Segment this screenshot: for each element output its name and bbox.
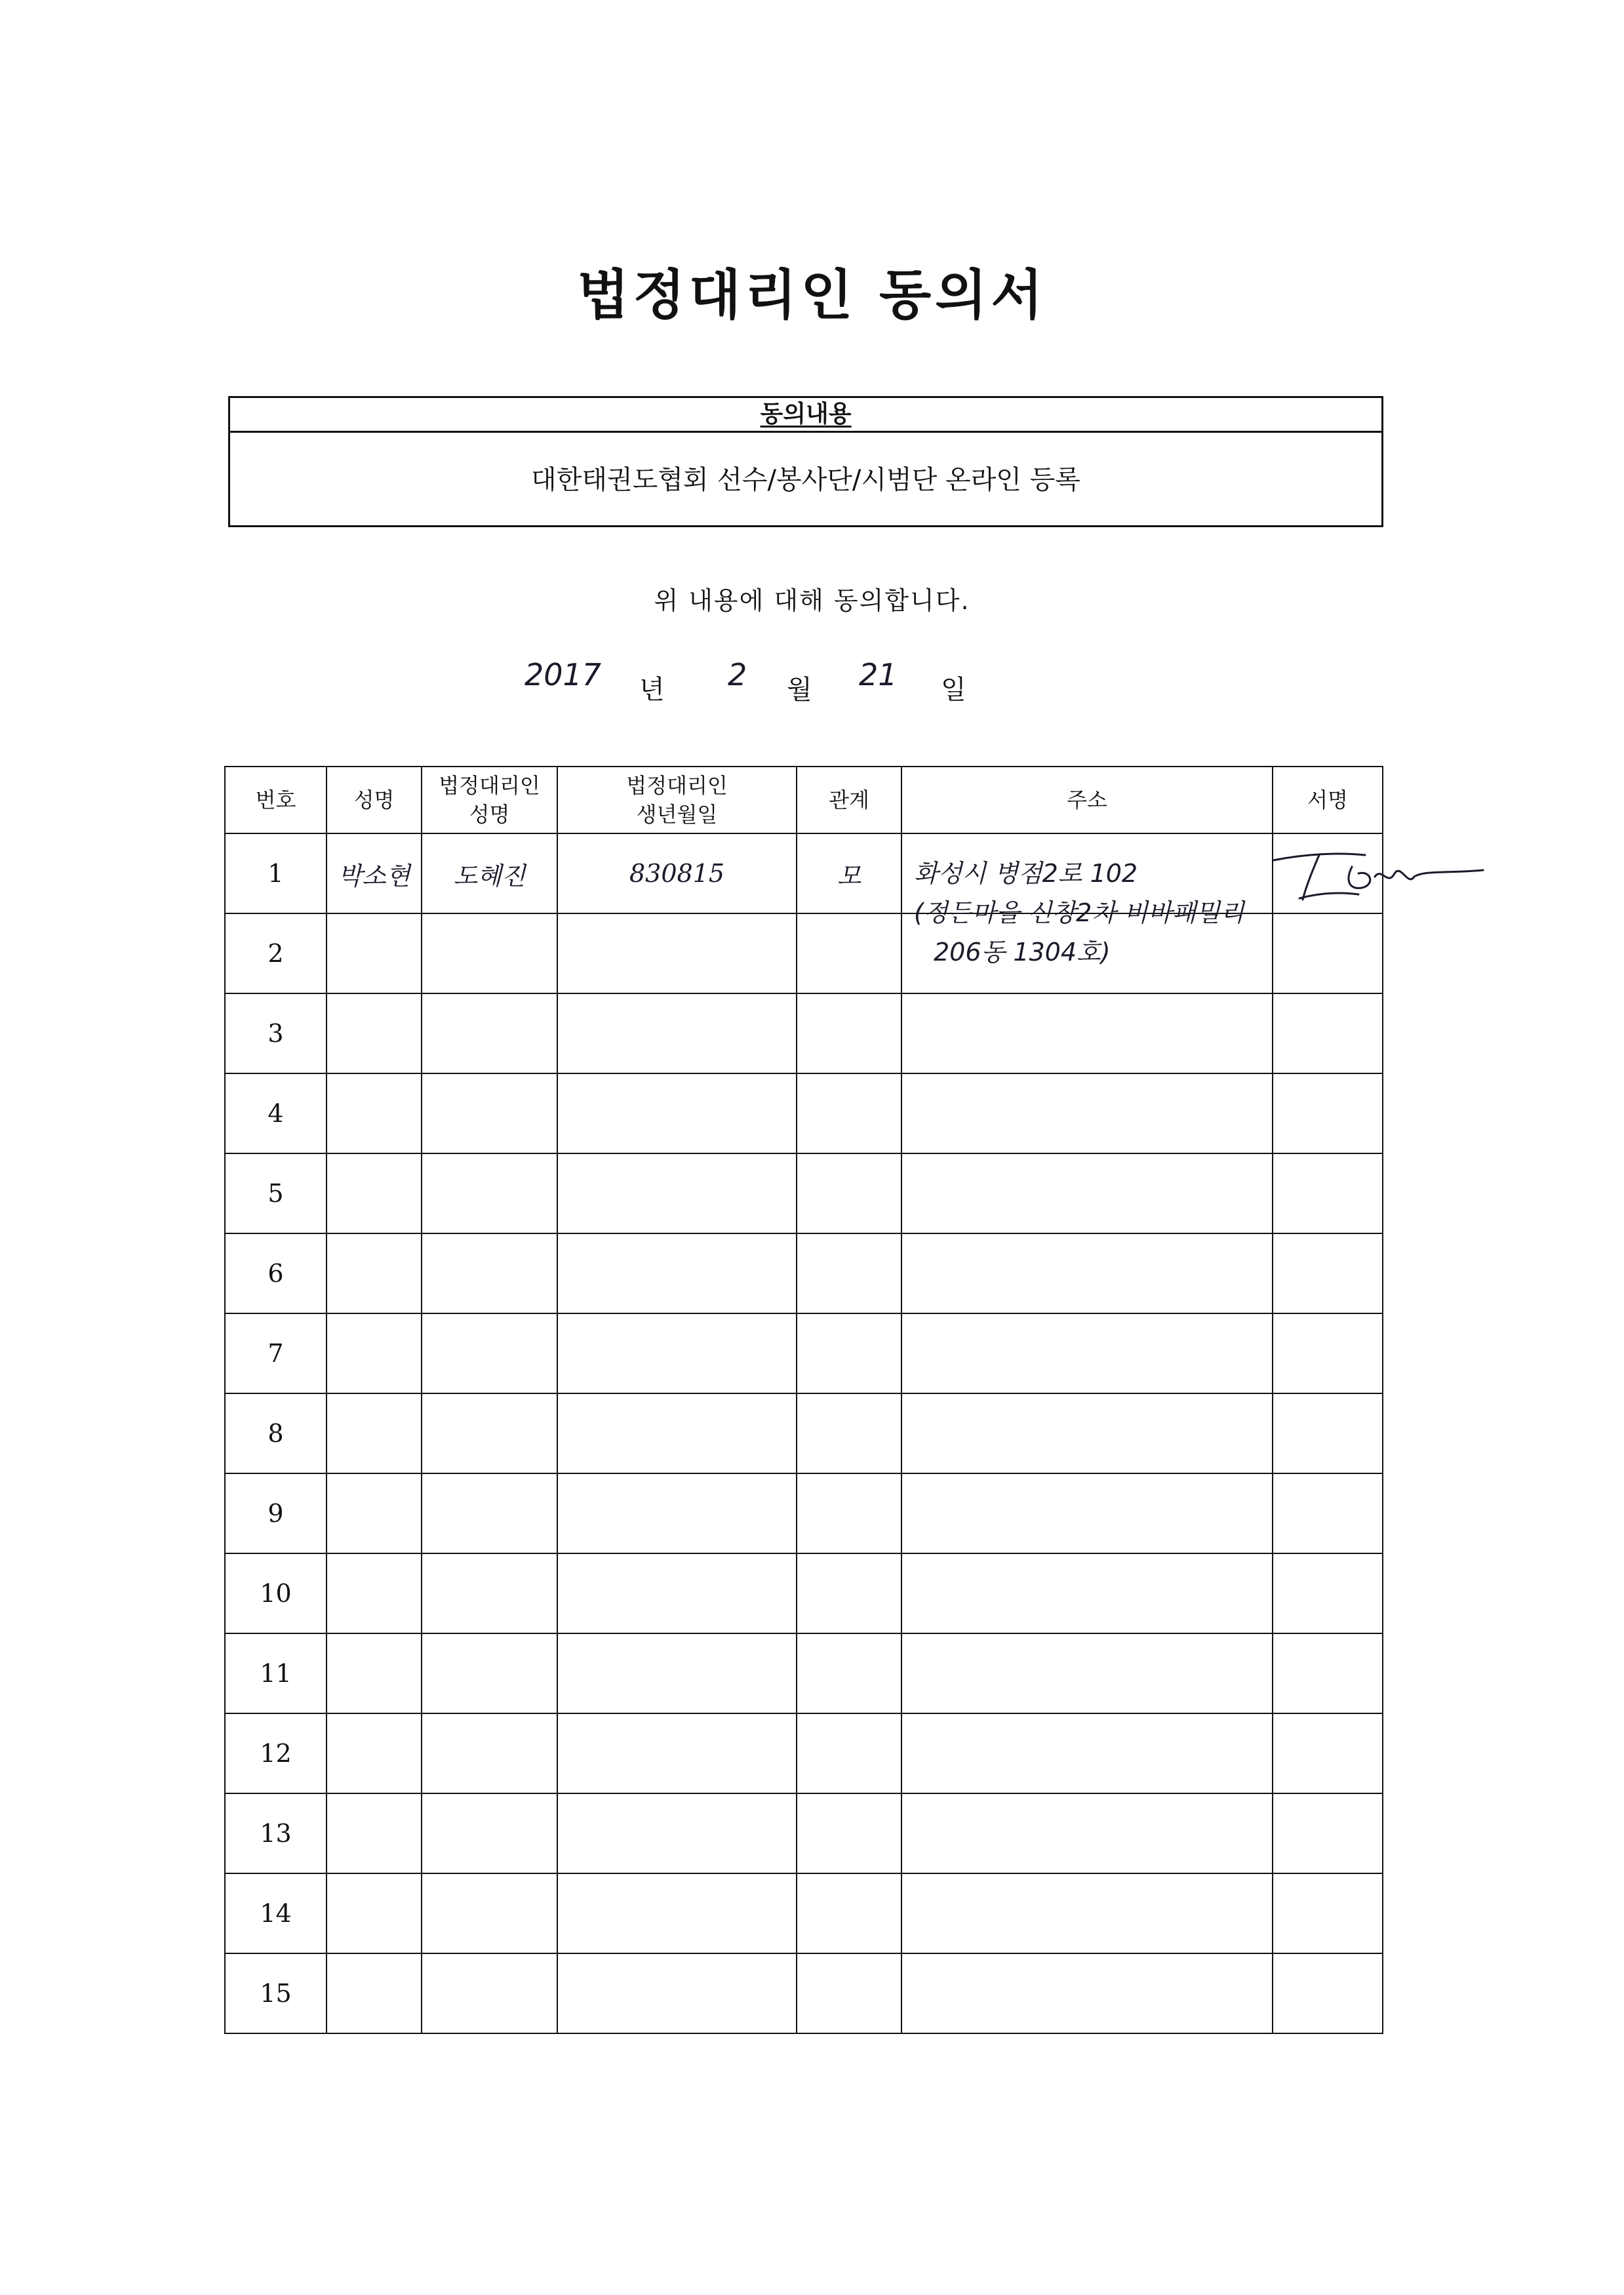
row-guardian-birth (557, 1953, 797, 2033)
row-guardian-birth (557, 1473, 797, 1553)
row-guardian-birth (557, 1393, 797, 1473)
row-no: 8 (225, 1393, 327, 1473)
row-guardian-birth (557, 1713, 797, 1793)
row-signature (1273, 1793, 1383, 1873)
row-relation (797, 1393, 901, 1473)
address-line-1: 화성시 병점2로 102 (914, 859, 1138, 888)
table-row (225, 1313, 1383, 1393)
row-relation: 모 (797, 833, 901, 913)
row-guardian-name (422, 993, 557, 1073)
row-relation (797, 1153, 901, 1233)
row-guardian-birth (557, 1873, 797, 1953)
row-signature (1273, 1073, 1383, 1153)
row-relation (797, 1473, 901, 1553)
row-no: 15 (225, 1953, 327, 2033)
row-signature (1273, 833, 1383, 913)
address-line-3: 206동 1304호) (934, 938, 1111, 967)
row-signature (1273, 1953, 1383, 2033)
header-guardian-birth (557, 767, 797, 833)
row-guardian-name (422, 1393, 557, 1473)
table-header-row (225, 767, 1383, 833)
row-guardian-name (422, 1313, 557, 1393)
row-name (327, 1873, 422, 1953)
consent-heading-label: 동의내용 (760, 401, 852, 428)
table-row (225, 833, 1383, 913)
table-row (225, 1873, 1383, 1953)
table-row (225, 1073, 1383, 1153)
row-no: 6 (225, 1233, 327, 1313)
row-name (327, 1713, 422, 1793)
row-name (327, 1793, 422, 1873)
table-row (225, 1553, 1383, 1633)
row-signature (1273, 1313, 1383, 1393)
row-guardian-name (422, 1633, 557, 1713)
row-guardian-birth (557, 1313, 797, 1393)
header-address: 주소 (901, 767, 1273, 833)
consent-box (228, 396, 1383, 527)
row-address (901, 1393, 1273, 1473)
row-address (901, 1633, 1273, 1713)
row-relation (797, 1713, 901, 1793)
row-guardian-name (422, 1953, 557, 2033)
row-address (901, 1713, 1273, 1793)
row-no: 5 (225, 1153, 327, 1233)
header-signature: 서명 (1273, 767, 1383, 833)
consent-heading (230, 398, 1381, 433)
header-no: 번호 (225, 767, 327, 833)
row-address (901, 1233, 1273, 1313)
header-guardian-birth-line2: 생년월일 (636, 802, 718, 827)
row-relation (797, 993, 901, 1073)
row-address (901, 993, 1273, 1073)
consent-content: 대한태권도협회 선수/봉사단/시범단 온라인 등록 (531, 465, 1080, 495)
row-guardian-name (422, 1793, 557, 1873)
row-no: 4 (225, 1073, 327, 1153)
header-guardian-name-line1: 법정대리인 (439, 773, 540, 798)
row-name (327, 1473, 422, 1553)
row-signature (1273, 1873, 1383, 1953)
row-name (327, 1233, 422, 1313)
table-row (225, 1473, 1383, 1553)
row-address (901, 1153, 1273, 1233)
row-no: 10 (225, 1553, 327, 1633)
table-row (225, 1713, 1383, 1793)
row-guardian-birth (557, 1153, 797, 1233)
row-signature (1273, 1633, 1383, 1713)
row-no: 9 (225, 1473, 327, 1553)
table-row (225, 993, 1383, 1073)
row-name (327, 993, 422, 1073)
row-guardian-birth (557, 1553, 797, 1633)
row-no: 11 (225, 1633, 327, 1713)
row-name (327, 1313, 422, 1393)
row-guardian-name (422, 913, 557, 993)
row-address (901, 833, 1273, 967)
row-signature (1273, 1553, 1383, 1633)
table-row (225, 1233, 1383, 1313)
row-guardian-birth (557, 1233, 797, 1313)
address-text (914, 854, 1281, 972)
row-relation (797, 913, 901, 993)
row-address (901, 1313, 1273, 1393)
date-month-value: 2 (728, 657, 747, 692)
row-no: 14 (225, 1873, 327, 1953)
header-guardian-birth-line1: 법정대리인 (626, 773, 728, 798)
row-guardian-birth (557, 1073, 797, 1153)
address-line-2: (정든마을 신창2차 비바패밀리 (914, 898, 1244, 927)
date-year-value: 2017 (525, 657, 602, 692)
row-guardian-birth (557, 993, 797, 1073)
row-name (327, 913, 422, 993)
row-address (901, 1873, 1273, 1953)
date-month-label: 월 (787, 675, 812, 705)
header-relation: 관계 (797, 767, 901, 833)
row-guardian-name (422, 1713, 557, 1793)
row-signature (1273, 1473, 1383, 1553)
row-name (327, 1393, 422, 1473)
table-row (225, 1153, 1383, 1233)
date-day-label: 일 (941, 675, 966, 705)
header-guardian-name-line2: 성명 (469, 802, 510, 827)
row-no: 7 (225, 1313, 327, 1393)
row-relation (797, 1233, 901, 1313)
row-name (327, 1953, 422, 2033)
row-relation (797, 1073, 901, 1153)
row-address (901, 1073, 1273, 1153)
guardian-table (224, 766, 1383, 2034)
row-no: 1 (225, 833, 327, 913)
row-guardian-birth: 830815 (557, 833, 797, 913)
row-signature (1273, 1153, 1383, 1233)
table-row (225, 1953, 1383, 2033)
header-guardian-name (422, 767, 557, 833)
date-day-value: 21 (859, 657, 898, 692)
row-signature (1273, 913, 1383, 993)
agreement-statement: 위 내용에 대해 동의합니다. (654, 586, 970, 615)
row-guardian-birth (557, 913, 797, 993)
table-row (225, 1393, 1383, 1473)
row-no: 2 (225, 913, 327, 993)
row-no: 13 (225, 1793, 327, 1873)
row-guardian-name (422, 1553, 557, 1633)
row-relation (797, 1873, 901, 1953)
row-name (327, 1553, 422, 1633)
row-name (327, 1153, 422, 1233)
row-name: 박소현 (327, 833, 422, 913)
row-guardian-name (422, 1153, 557, 1233)
table-row (225, 1633, 1383, 1713)
row-address (901, 1553, 1273, 1633)
row-guardian-name (422, 1473, 557, 1553)
document-title: 법정대리인 동의서 (577, 264, 1047, 327)
row-guardian-name: 도혜진 (422, 833, 557, 913)
row-address (901, 1793, 1273, 1873)
date-year-label: 년 (639, 675, 665, 705)
handwritten-signature (1267, 841, 1490, 906)
row-guardian-name (422, 1073, 557, 1153)
row-signature (1273, 1233, 1383, 1313)
row-relation (797, 1313, 901, 1393)
row-guardian-name (422, 1233, 557, 1313)
row-no: 3 (225, 993, 327, 1073)
row-guardian-birth (557, 1793, 797, 1873)
row-address (901, 1953, 1273, 2033)
row-name (327, 1633, 422, 1713)
row-relation (797, 1953, 901, 2033)
header-name: 성명 (327, 767, 422, 833)
row-guardian-birth (557, 1633, 797, 1713)
row-no: 12 (225, 1713, 327, 1793)
date-line (0, 656, 1624, 708)
row-relation (797, 1633, 901, 1713)
row-signature (1273, 993, 1383, 1073)
row-signature (1273, 1713, 1383, 1793)
row-guardian-name (422, 1873, 557, 1953)
row-relation (797, 1553, 901, 1633)
row-relation (797, 1793, 901, 1873)
row-signature (1273, 1393, 1383, 1473)
table-row (225, 1793, 1383, 1873)
row-name (327, 1073, 422, 1153)
row-address (901, 1473, 1273, 1553)
